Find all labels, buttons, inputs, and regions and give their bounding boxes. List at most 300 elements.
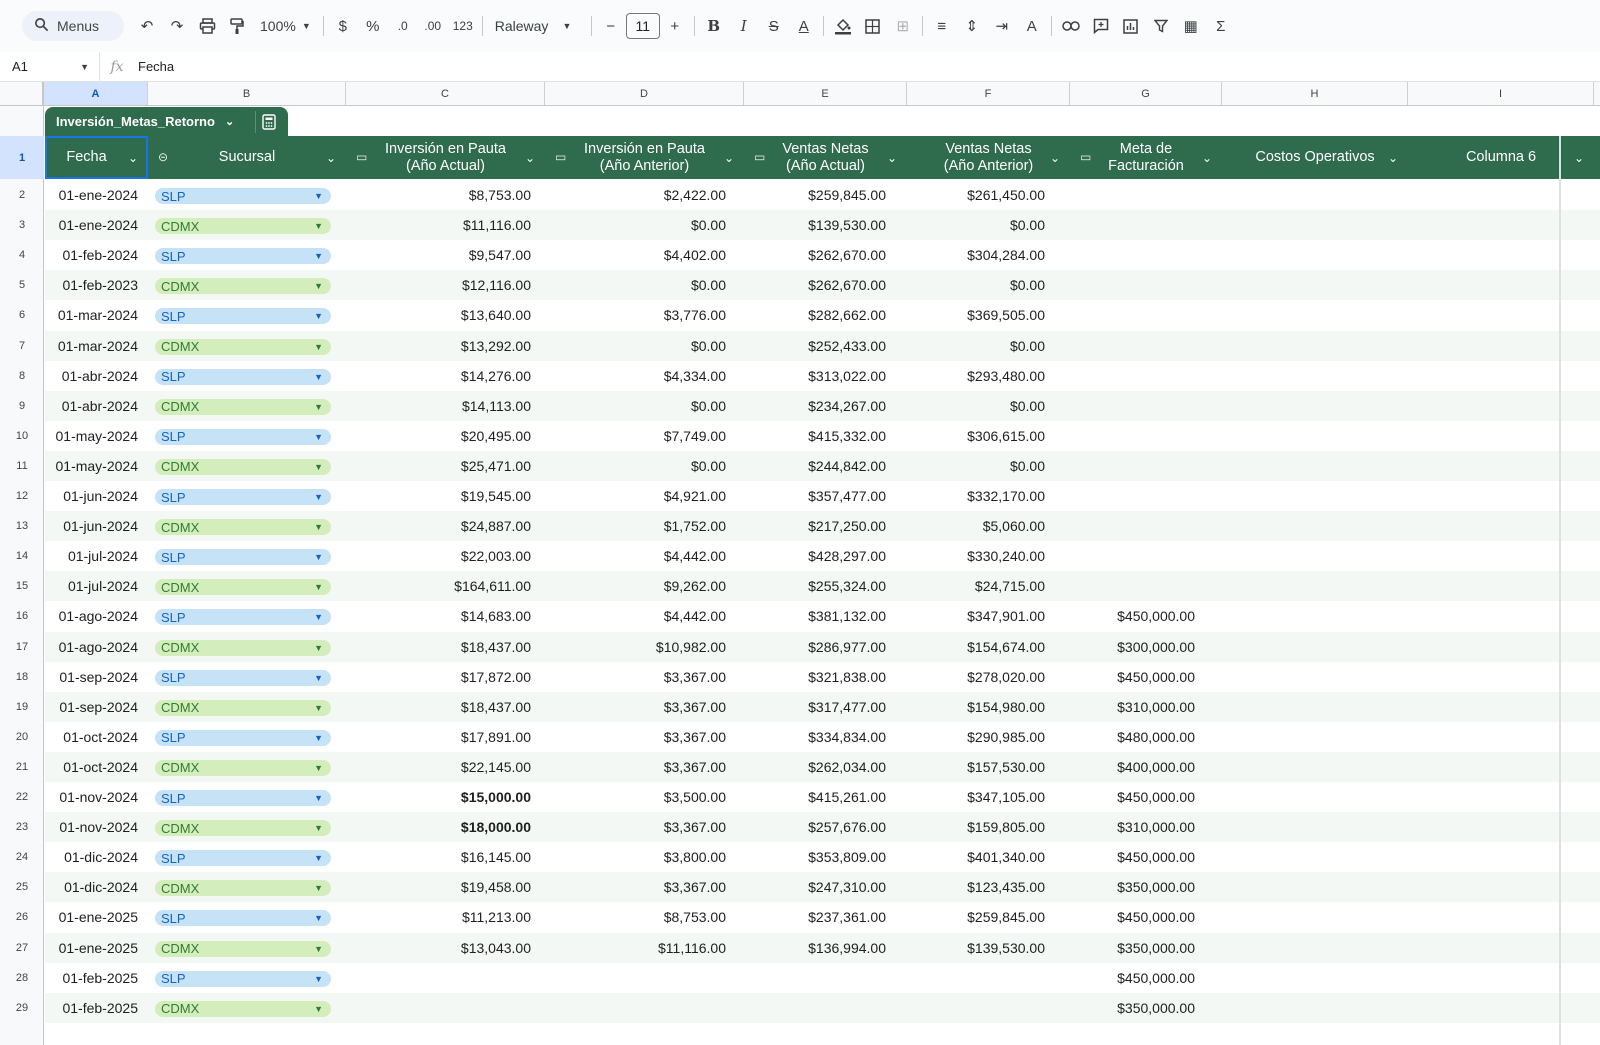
cell-ventas-anterior[interactable]: $347,105.00 xyxy=(967,789,1045,805)
cell-meta[interactable]: $450,000.00 xyxy=(1117,789,1195,805)
cell-ventas-actual[interactable]: $317,477.00 xyxy=(808,698,886,715)
table-view-icon[interactable]: ▦ xyxy=(1183,18,1198,35)
cell-meta[interactable]: $450,000.00 xyxy=(1117,969,1195,986)
insert-link-icon[interactable] xyxy=(1056,11,1086,41)
cell-ventas-actual[interactable]: $217,250.00 xyxy=(808,518,886,535)
cell-inv-actual[interactable]: $16,145.00 xyxy=(460,849,531,866)
cell-meta[interactable]: $450,000.00 xyxy=(1117,608,1195,625)
redo-icon[interactable]: ↷ xyxy=(170,18,184,35)
filter-icon[interactable] xyxy=(1146,11,1176,41)
insert-comment-icon[interactable] xyxy=(1086,11,1116,41)
cell-ventas-actual[interactable]: $255,324.00 xyxy=(808,578,886,595)
cell-ventas-anterior[interactable]: $347,901.00 xyxy=(967,608,1045,625)
cell-fecha[interactable]: 01-jul-2024 xyxy=(67,548,138,565)
chevron-down-icon[interactable]: ⌄ xyxy=(127,151,138,165)
dropdown-arrow-icon[interactable]: ▼ xyxy=(314,582,323,593)
cell-inv-actual[interactable]: $25,471.00 xyxy=(460,457,531,474)
row-number[interactable]: 21 xyxy=(15,760,29,773)
cell-inv-actual[interactable]: $20,495.00 xyxy=(460,427,531,444)
cell-ventas-actual[interactable]: $415,332.00 xyxy=(808,427,886,444)
dropdown-arrow-icon[interactable]: ▼ xyxy=(314,672,323,683)
sucursal-chip[interactable] xyxy=(155,910,331,926)
cell-inv-anterior[interactable]: $3,367.00 xyxy=(663,879,726,896)
cell-ventas-actual[interactable]: $262,670.00 xyxy=(808,247,886,264)
cell-inv-anterior[interactable]: $3,367.00 xyxy=(663,668,726,685)
cell-fecha[interactable]: 01-may-2024 xyxy=(55,427,138,444)
cell-fecha[interactable]: 01-sep-2024 xyxy=(59,668,138,685)
sucursal-chip[interactable] xyxy=(155,609,331,625)
cell-ventas-anterior[interactable]: $5,060.00 xyxy=(982,518,1045,535)
cell-inv-anterior[interactable]: $0.00 xyxy=(690,457,726,474)
zoom-select[interactable] xyxy=(252,18,319,34)
cell-ventas-anterior[interactable]: $139,530.00 xyxy=(967,939,1045,956)
row-number[interactable]: 28 xyxy=(15,971,29,984)
dropdown-arrow-icon[interactable]: ▼ xyxy=(314,853,323,864)
cell-fecha[interactable]: 01-mar-2024 xyxy=(57,307,138,324)
row-number[interactable]: 23 xyxy=(15,821,29,834)
cell-ventas-anterior[interactable]: $293,480.00 xyxy=(967,367,1045,384)
cell-inv-anterior[interactable]: $4,442.00 xyxy=(663,548,726,565)
row-number[interactable]: 26 xyxy=(15,911,29,924)
cell-ventas-actual[interactable]: $136,994.00 xyxy=(808,939,886,956)
row-number[interactable]: 18 xyxy=(15,670,29,683)
sucursal-chip[interactable] xyxy=(155,519,331,535)
table-row xyxy=(45,451,1600,481)
dropdown-arrow-icon[interactable]: ▼ xyxy=(314,522,323,533)
column-header-d[interactable]: D xyxy=(545,82,744,105)
dropdown-arrow-icon[interactable]: ▼ xyxy=(314,492,323,502)
cell-fecha[interactable]: 01-nov-2024 xyxy=(59,789,138,805)
cell-meta[interactable]: $450,000.00 xyxy=(1117,668,1195,685)
cell-ventas-actual[interactable]: $353,809.00 xyxy=(808,849,886,866)
dropdown-arrow-icon[interactable]: ▼ xyxy=(314,823,323,834)
cell-ventas-anterior[interactable]: $369,505.00 xyxy=(967,307,1045,324)
cell-fecha[interactable]: 01-abr-2024 xyxy=(61,367,138,384)
cell-ventas-actual[interactable]: $262,034.00 xyxy=(808,758,886,775)
cell-inv-anterior[interactable]: $3,776.00 xyxy=(663,307,726,324)
dropdown-arrow-icon[interactable]: ▼ xyxy=(314,552,323,563)
print-icon[interactable] xyxy=(192,11,222,41)
column-header-h[interactable]: H xyxy=(1222,82,1408,105)
merge-cells-icon[interactable]: ⊞ xyxy=(896,18,910,35)
row-number[interactable]: 25 xyxy=(15,881,29,894)
cell-meta[interactable]: $480,000.00 xyxy=(1117,728,1195,745)
cell-ventas-actual[interactable]: $381,132.00 xyxy=(808,608,886,625)
select-all-corner[interactable] xyxy=(0,82,44,105)
insert-chart-icon[interactable] xyxy=(1116,11,1146,41)
cell-meta[interactable]: $300,000.00 xyxy=(1117,638,1195,655)
dropdown-arrow-icon[interactable]: ▼ xyxy=(314,973,323,984)
cell-ventas-actual[interactable]: $252,433.00 xyxy=(808,337,886,354)
currency-format-button[interactable]: $ xyxy=(338,17,347,35)
cell-inv-anterior[interactable]: $3,500.00 xyxy=(663,789,726,805)
fill-color-icon[interactable] xyxy=(828,11,858,41)
sucursal-chip[interactable] xyxy=(155,730,331,746)
dropdown-arrow-icon[interactable]: ▼ xyxy=(314,883,323,894)
cell-ventas-anterior[interactable]: $159,805.00 xyxy=(967,819,1045,836)
borders-icon[interactable] xyxy=(858,11,888,41)
cell-inv-actual[interactable]: $11,213.00 xyxy=(461,909,531,926)
cell-inv-anterior[interactable]: $11,116.00 xyxy=(658,939,726,956)
cell-inv-actual[interactable]: $17,891.00 xyxy=(460,728,531,745)
cell-inv-anterior[interactable]: $0.00 xyxy=(690,397,726,414)
header-sucursal[interactable] xyxy=(148,136,346,179)
row-number[interactable]: 1 xyxy=(0,136,44,179)
cell-inv-actual[interactable]: $13,640.00 xyxy=(460,307,531,324)
cell-inv-anterior[interactable]: $10,982.00 xyxy=(655,638,726,655)
dropdown-arrow-icon[interactable]: ▼ xyxy=(314,311,323,322)
dropdown-arrow-icon[interactable]: ▼ xyxy=(314,612,323,623)
cell-ventas-anterior[interactable]: $0.00 xyxy=(1009,457,1045,474)
cell-inv-anterior[interactable]: $0.00 xyxy=(690,277,726,294)
cell-fecha[interactable]: 01-ene-2024 xyxy=(58,187,138,203)
menus-search-button[interactable] xyxy=(22,11,124,41)
chevron-down-icon[interactable]: ⌄ xyxy=(886,151,897,165)
cell-ventas-anterior[interactable]: $123,435.00 xyxy=(967,879,1045,896)
dropdown-arrow-icon[interactable]: ▼ xyxy=(314,732,323,743)
sucursal-chip[interactable] xyxy=(155,880,331,896)
cell-fecha[interactable]: 01-feb-2023 xyxy=(62,277,138,294)
sucursal-chip[interactable] xyxy=(155,218,331,234)
cell-meta[interactable]: $450,000.00 xyxy=(1117,909,1195,926)
cell-ventas-anterior[interactable]: $278,020.00 xyxy=(967,668,1045,685)
cell-ventas-actual[interactable]: $282,662.00 xyxy=(808,307,886,324)
cell-ventas-actual[interactable]: $321,838.00 xyxy=(808,668,886,685)
row-number[interactable]: 24 xyxy=(15,851,29,864)
cell-fecha[interactable]: 01-ago-2024 xyxy=(58,638,138,655)
row-number[interactable]: 5 xyxy=(18,279,26,292)
row-number[interactable]: 27 xyxy=(15,941,29,954)
cell-ventas-anterior[interactable]: $332,170.00 xyxy=(967,488,1045,504)
cell-ventas-anterior[interactable]: $154,980.00 xyxy=(967,698,1045,715)
cell-meta[interactable]: $310,000.00 xyxy=(1117,698,1195,715)
row-number[interactable]: 6 xyxy=(18,309,26,322)
dropdown-arrow-icon[interactable]: ▼ xyxy=(314,431,323,442)
cell-fecha[interactable]: 01-jun-2024 xyxy=(63,488,138,504)
sucursal-chip[interactable] xyxy=(155,1001,331,1017)
decrease-font-size-button[interactable]: − xyxy=(606,17,616,35)
cell-fecha[interactable]: 01-may-2024 xyxy=(55,457,138,474)
chevron-down-icon[interactable]: ⌄ xyxy=(723,151,734,165)
cell-fecha[interactable]: 01-sep-2024 xyxy=(59,698,138,715)
cell-inv-anterior[interactable]: $0.00 xyxy=(690,337,726,354)
cell-meta[interactable]: $350,000.00 xyxy=(1117,939,1195,956)
row-number[interactable]: 3 xyxy=(18,219,26,232)
horizontal-align-icon[interactable]: ≡ xyxy=(937,17,947,35)
formula-input[interactable]: Fecha xyxy=(138,59,175,74)
column-header-a[interactable]: A xyxy=(44,82,148,105)
sucursal-chip[interactable] xyxy=(155,308,331,324)
chevron-down-icon[interactable]: ⌄ xyxy=(524,151,535,165)
cell-inv-actual[interactable]: $9,547.00 xyxy=(468,247,531,264)
italic-icon[interactable]: I xyxy=(740,17,747,35)
cell-fecha[interactable]: 01-nov-2024 xyxy=(59,819,138,836)
vertical-align-icon[interactable]: ⇕ xyxy=(965,18,979,35)
cell-inv-anterior[interactable]: $9,262.00 xyxy=(663,578,726,595)
cell-inv-actual[interactable]: $18,437.00 xyxy=(460,698,531,715)
sucursal-chip[interactable] xyxy=(155,459,331,475)
sucursal-chip[interactable] xyxy=(155,700,331,716)
dropdown-arrow-icon[interactable]: ▼ xyxy=(314,1003,323,1014)
column-header-c[interactable]: C xyxy=(346,82,545,105)
text-color-icon[interactable]: A xyxy=(798,17,809,35)
header-fecha[interactable] xyxy=(45,136,148,179)
cell-inv-actual[interactable]: $19,458.00 xyxy=(460,879,531,896)
row-number[interactable]: 10 xyxy=(15,429,29,442)
column-header-e[interactable]: E xyxy=(744,82,907,105)
cell-inv-actual[interactable]: $17,872.00 xyxy=(460,668,531,685)
cell-inv-actual[interactable]: $24,887.00 xyxy=(460,518,531,535)
dropdown-arrow-icon[interactable]: ▼ xyxy=(314,913,323,924)
row-number[interactable]: 8 xyxy=(18,369,26,382)
cell-fecha[interactable]: 01-jul-2024 xyxy=(67,578,138,595)
header-inversion-anterior[interactable] xyxy=(545,136,744,179)
column-header-f[interactable]: F xyxy=(907,82,1070,105)
cell-inv-actual[interactable]: $18,437.00 xyxy=(460,638,531,655)
name-box[interactable] xyxy=(0,52,100,82)
increase-font-size-button[interactable]: + xyxy=(670,17,680,35)
text-rotation-icon[interactable]: A xyxy=(1026,17,1037,35)
text-wrap-icon[interactable]: ⇥ xyxy=(995,18,1009,35)
cell-ventas-anterior[interactable]: $0.00 xyxy=(1009,337,1045,354)
header-costos[interactable] xyxy=(1222,136,1408,179)
cell-inv-actual[interactable]: $12,116.00 xyxy=(461,277,531,294)
sucursal-chip[interactable] xyxy=(155,399,331,415)
cell-ventas-actual[interactable]: $244,842.00 xyxy=(808,457,886,474)
dropdown-arrow-icon[interactable]: ▼ xyxy=(314,762,323,773)
cell-fecha[interactable]: 01-feb-2024 xyxy=(62,247,138,264)
cell-ventas-actual[interactable]: $286,977.00 xyxy=(808,638,886,655)
cell-fecha[interactable]: 01-ene-2025 xyxy=(58,909,138,926)
sucursal-chip[interactable] xyxy=(155,369,331,385)
cell-ventas-actual[interactable]: $334,834.00 xyxy=(808,728,886,745)
cell-fecha[interactable]: 01-abr-2024 xyxy=(61,397,138,414)
cell-ventas-actual[interactable]: $234,267.00 xyxy=(808,397,886,414)
dropdown-arrow-icon[interactable]: ▼ xyxy=(314,401,323,412)
cell-ventas-anterior[interactable]: $157,530.00 xyxy=(967,758,1045,775)
dropdown-arrow-icon[interactable]: ▼ xyxy=(314,793,323,803)
cell-meta[interactable]: $450,000.00 xyxy=(1117,849,1195,866)
cell-inv-anterior[interactable]: $1,752.00 xyxy=(663,518,726,535)
row-number[interactable]: 14 xyxy=(15,550,29,563)
table-row xyxy=(45,722,1600,752)
cell-ventas-actual[interactable]: $139,530.00 xyxy=(808,217,886,234)
cell-ventas-actual[interactable]: $428,297.00 xyxy=(808,548,886,565)
cell-inv-anterior[interactable]: $4,921.00 xyxy=(663,488,726,504)
cell-inv-actual[interactable]: $22,003.00 xyxy=(460,548,531,565)
dropdown-arrow-icon[interactable]: ▼ xyxy=(314,221,323,232)
row-number[interactable]: 29 xyxy=(15,1001,29,1014)
cell-ventas-anterior[interactable]: $0.00 xyxy=(1009,277,1045,294)
cell-inv-actual[interactable]: $164,611.00 xyxy=(454,578,531,595)
row-number[interactable]: 12 xyxy=(15,490,29,502)
cell-inv-anterior[interactable]: $8,753.00 xyxy=(663,909,726,926)
chevron-down-icon[interactable]: ⌄ xyxy=(1573,151,1584,165)
cell-meta[interactable]: $350,000.00 xyxy=(1117,999,1195,1016)
row-number[interactable]: 16 xyxy=(15,610,29,623)
chevron-down-icon[interactable]: ⌄ xyxy=(1201,151,1212,165)
sucursal-chip[interactable] xyxy=(155,760,331,776)
dropdown-arrow-icon[interactable]: ▼ xyxy=(314,251,323,262)
cell-inv-anterior[interactable]: $0.00 xyxy=(690,217,726,234)
cell-inv-anterior[interactable]: $4,442.00 xyxy=(663,608,726,625)
sucursal-chip[interactable] xyxy=(155,820,331,836)
cell-ventas-anterior[interactable]: $290,985.00 xyxy=(967,728,1045,745)
header-columna-6[interactable] xyxy=(1408,136,1594,179)
cell-inv-actual[interactable]: $13,043.00 xyxy=(460,939,531,956)
cell-ventas-anterior[interactable]: $259,845.00 xyxy=(967,909,1045,926)
cell-inv-anterior[interactable]: $3,367.00 xyxy=(663,758,726,775)
table-row xyxy=(45,331,1600,361)
decrease-decimal-button[interactable] xyxy=(388,11,418,41)
font-select[interactable] xyxy=(487,18,587,34)
sucursal-chip[interactable] xyxy=(155,850,331,866)
cell-fecha[interactable]: 01-oct-2024 xyxy=(63,728,138,745)
table-row xyxy=(45,993,1600,1023)
cell-ventas-actual[interactable]: $247,310.00 xyxy=(808,879,886,896)
sucursal-chip[interactable] xyxy=(155,489,331,505)
table-name-tab[interactable] xyxy=(45,107,288,136)
dropdown-arrow-icon[interactable]: ▼ xyxy=(314,281,323,292)
row-number[interactable]: 4 xyxy=(18,249,26,262)
cell-inv-anterior[interactable]: $7,749.00 xyxy=(663,427,726,444)
column-header-i[interactable]: I xyxy=(1408,82,1594,105)
cell-inv-anterior[interactable]: $3,367.00 xyxy=(663,698,726,715)
header-ventas-anterior[interactable] xyxy=(907,136,1070,179)
cell-ventas-anterior[interactable]: $0.00 xyxy=(1009,397,1045,414)
cell-fecha[interactable]: 01-ago-2024 xyxy=(58,608,138,625)
header-inversion-actual[interactable] xyxy=(346,136,545,179)
cell-ventas-anterior[interactable]: $154,674.00 xyxy=(967,638,1045,655)
cell-fecha[interactable]: 01-dic-2024 xyxy=(64,879,138,896)
cell-inv-actual[interactable]: $14,113.00 xyxy=(461,397,531,414)
cell-inv-actual[interactable]: $19,545.00 xyxy=(460,488,531,504)
percent-format-button[interactable]: % xyxy=(366,17,380,35)
cell-inv-anterior[interactable]: $3,367.00 xyxy=(663,728,726,745)
strikethrough-icon[interactable]: S xyxy=(768,17,779,35)
bold-icon[interactable]: B xyxy=(707,17,721,35)
column-header-g[interactable]: G xyxy=(1070,82,1222,105)
cell-inv-actual[interactable]: $18,000.00 xyxy=(460,819,531,836)
cell-ventas-anterior[interactable]: $401,340.00 xyxy=(967,849,1045,866)
cell-ventas-actual[interactable]: $259,845.00 xyxy=(808,187,886,203)
row-number[interactable]: 15 xyxy=(15,580,29,593)
sucursal-chip[interactable] xyxy=(155,941,331,957)
cell-fecha[interactable]: 01-ene-2024 xyxy=(58,217,138,234)
cell-fecha[interactable]: 01-ene-2025 xyxy=(58,939,138,956)
header-ventas-actual[interactable] xyxy=(744,136,907,179)
sucursal-chip[interactable] xyxy=(155,429,331,445)
cell-meta[interactable]: $310,000.00 xyxy=(1117,819,1195,836)
row-number[interactable]: 9 xyxy=(18,399,26,412)
column-header-b[interactable]: B xyxy=(148,82,346,105)
cell-ventas-actual[interactable]: $237,361.00 xyxy=(808,909,886,926)
dropdown-arrow-icon[interactable]: ▼ xyxy=(314,642,323,653)
cell-fecha[interactable]: 01-jun-2024 xyxy=(63,518,138,535)
sucursal-chip[interactable] xyxy=(155,971,331,987)
cell-meta[interactable]: $350,000.00 xyxy=(1117,879,1195,896)
cell-inv-actual[interactable]: $15,000.00 xyxy=(460,789,531,805)
cell-inv-actual[interactable]: $13,292.00 xyxy=(460,337,531,354)
chevron-down-icon[interactable]: ⌄ xyxy=(1387,151,1398,165)
dropdown-arrow-icon[interactable]: ▼ xyxy=(314,371,323,382)
cell-ventas-anterior[interactable]: $24,715.00 xyxy=(974,578,1045,595)
cell-inv-actual[interactable]: $14,276.00 xyxy=(460,367,531,384)
calculator-icon[interactable] xyxy=(255,111,277,133)
row-number[interactable]: 11 xyxy=(16,459,28,472)
sucursal-chip[interactable] xyxy=(155,579,331,595)
cell-inv-anterior[interactable]: $3,367.00 xyxy=(663,819,726,836)
sucursal-chip[interactable] xyxy=(155,278,331,294)
cell-ventas-actual[interactable]: $257,676.00 xyxy=(808,819,886,836)
cell-fecha[interactable]: 01-mar-2024 xyxy=(57,337,138,354)
sucursal-chip[interactable] xyxy=(155,339,331,355)
cell-inv-actual[interactable]: $11,116.00 xyxy=(463,217,531,234)
tab-row-background xyxy=(288,107,1600,136)
sucursal-chip[interactable] xyxy=(155,248,331,264)
number-format-button[interactable] xyxy=(448,11,478,41)
cell-fecha[interactable]: 01-feb-2025 xyxy=(62,969,138,986)
cell-ventas-anterior[interactable]: $306,615.00 xyxy=(967,427,1045,444)
font-size-input[interactable]: 11 xyxy=(626,13,660,39)
row-number[interactable]: 19 xyxy=(15,700,29,713)
cell-inv-anterior[interactable]: $3,800.00 xyxy=(663,849,726,866)
dropdown-arrow-icon[interactable]: ▼ xyxy=(314,702,323,713)
cell-fecha[interactable]: 01-feb-2025 xyxy=(62,999,138,1016)
increase-decimal-button[interactable] xyxy=(418,11,448,41)
cell-ventas-actual[interactable]: $357,477.00 xyxy=(808,488,886,504)
cell-fecha[interactable]: 01-dic-2024 xyxy=(64,849,138,866)
sucursal-chip[interactable] xyxy=(155,188,331,204)
cell-inv-actual[interactable]: $8,753.00 xyxy=(468,187,531,203)
sucursal-chip[interactable] xyxy=(155,640,331,656)
cell-ventas-actual[interactable]: $262,670.00 xyxy=(808,277,886,294)
cell-ventas-anterior[interactable]: $304,284.00 xyxy=(967,247,1045,264)
undo-icon[interactable]: ↶ xyxy=(140,18,154,35)
sucursal-chip[interactable] xyxy=(155,670,331,686)
cell-ventas-actual[interactable]: $415,261.00 xyxy=(808,789,886,805)
functions-icon[interactable]: Σ xyxy=(1216,17,1226,35)
row-number[interactable]: 22 xyxy=(15,791,29,803)
row-number[interactable]: 20 xyxy=(15,730,29,743)
sucursal-chip[interactable] xyxy=(155,790,331,806)
cell-fecha[interactable]: 01-oct-2024 xyxy=(63,758,138,775)
dropdown-arrow-icon[interactable]: ▼ xyxy=(314,341,323,352)
chevron-down-icon[interactable]: ⌄ xyxy=(1049,151,1060,165)
sucursal-chip[interactable] xyxy=(155,549,331,565)
cell-inv-anterior[interactable]: $2,422.00 xyxy=(663,187,726,203)
cell-ventas-anterior[interactable]: $261,450.00 xyxy=(967,187,1045,203)
cell-meta[interactable]: $400,000.00 xyxy=(1117,758,1195,775)
dropdown-arrow-icon[interactable]: ▼ xyxy=(314,461,323,472)
row-number[interactable]: 13 xyxy=(15,520,29,533)
paint-format-icon[interactable] xyxy=(222,11,252,41)
header-meta[interactable] xyxy=(1070,136,1222,179)
cell-ventas-anterior[interactable]: $330,240.00 xyxy=(967,548,1045,565)
cell-inv-actual[interactable]: $22,145.00 xyxy=(460,758,531,775)
cell-inv-anterior[interactable]: $4,334.00 xyxy=(663,367,726,384)
dropdown-arrow-icon[interactable]: ▼ xyxy=(314,943,323,954)
chevron-down-icon[interactable]: ⌄ xyxy=(325,151,336,165)
cell-ventas-actual[interactable]: $313,022.00 xyxy=(808,367,886,384)
cell-ventas-anterior[interactable]: $0.00 xyxy=(1009,217,1045,234)
cell-inv-anterior[interactable]: $4,402.00 xyxy=(663,247,726,264)
dropdown-arrow-icon[interactable]: ▼ xyxy=(314,191,323,201)
row-number[interactable]: 2 xyxy=(18,189,26,201)
row-number[interactable]: 17 xyxy=(15,640,29,653)
cell-inv-actual[interactable]: $14,683.00 xyxy=(460,608,531,625)
row-number[interactable]: 7 xyxy=(18,339,26,352)
